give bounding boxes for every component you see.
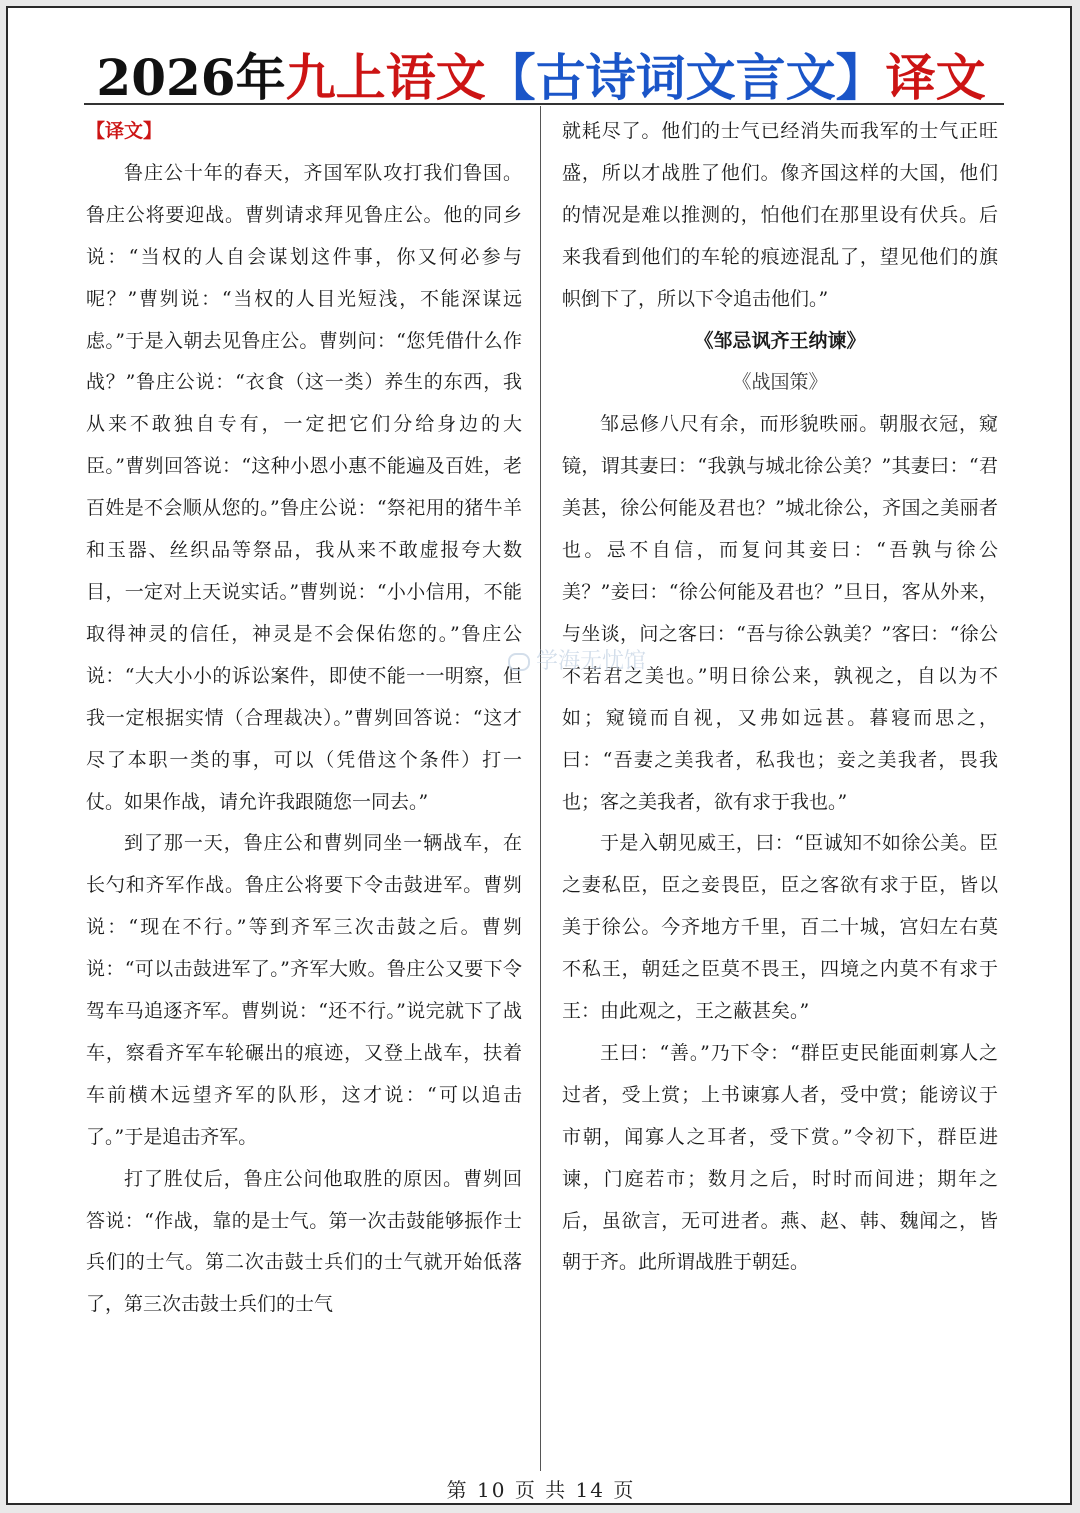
page-footer: 第 10 页 共 14 页 <box>446 1478 636 1502</box>
watermark-text: 学海无忧馆 <box>536 649 647 674</box>
right-paragraph-1: 邹忌修八尺有余，而形貌昳丽。朝服衣冠，窥镜，谓其妻曰：“我孰与城北徐公美？”其妻曰：“君美甚，徐公何能及君也？”城北徐公，齐国之美丽者也。忌不自信，而复问其妾曰：“吾孰与徐公美？”妾曰：“徐公何能及君也？”旦日，客从外来，与坐谈，问之客曰：“吾与徐公孰美？”客曰：“徐公不若君之美也。”明日徐公来，孰视之，自以为不如；窥镜而自视，又弗如远甚。暮寝而思之，曰：“吾妻之美我者，私我也；妾之美我者，畏我也；客之美我者，欲有求于我也。” <box>562 413 998 813</box>
left-paragraph-1: 鲁庄公十年的春天，齐国军队攻打我们鲁国。鲁庄公将要迎战。曹刿请求拜见鲁庄公。他的同乡说：“当权的人自会谋划这件事，你又何必参与呢？”曹刿说：“当权的人目光短浅，不能深谋远虑。”于是入朝去见鲁庄公。曹刿问：“您凭借什么作战？”鲁庄公说：“衣食（这一类）养生的东西，我从来不敢独自专有，一定把它们分给身边的大臣。”曹刿回答说：“这种小恩小惠不能遍及百姓，老百姓是不会顺从您的。”鲁庄公说：“祭祀用的猪牛羊和玉器、丝织品等祭品，我从来不敢虚报夸大数目，一定对上天说实话。”曹刿说：“小小信用，不能取得神灵的信任，神灵是不会保佑您的。”鲁庄公说：“大大小小的诉讼案件，即使不能一一明察，但我一定根据实情（合理裁决）。”曹刿回答说：“这才尽了本职一类的事，可以（凭借这个条件）打一仗。如果作战，请允许我跟随您一同去。” <box>86 161 522 813</box>
left-column <box>86 111 522 1326</box>
right-paragraph-2: 于是入朝见威王，曰：“臣诚知不如徐公美。臣之妻私臣，臣之妾畏臣，臣之客欲有求于臣，皆以美于徐公。今齐地方千里，百二十城，宫妇左右莫不私王，朝廷之臣莫不畏王，四境之内莫不有求于王：由此观之，王之蔽甚矣。” <box>562 832 998 1023</box>
title-topic: 【古诗词文言文】 <box>485 48 886 107</box>
translation-label: 【译文】 <box>86 120 163 142</box>
section-heading: 《邹忌讽齐王纳谏》 <box>694 329 866 352</box>
document-page <box>6 6 1072 1505</box>
watermark-logo-icon <box>508 653 530 671</box>
title-subject: 九上语文 <box>285 48 486 107</box>
page-title <box>8 48 1074 108</box>
section-source: 《战国策》 <box>732 371 828 394</box>
title-underline <box>84 103 1004 105</box>
column-divider <box>540 106 541 1471</box>
right-column <box>562 111 998 1284</box>
right-paragraph-3: 王曰：“善。”乃下令：“群臣吏民能面刺寡人之过者，受上赏；上书谏寡人者，受中赏；能谤议于市朝，闻寡人之耳者，受下赏。”令初下，群臣进谏，门庭若市；数月之后，时时而间进；期年之后，虽欲言，无可进者。燕、赵、韩、魏闻之，皆朝于齐。此所谓战胜于朝廷。 <box>562 1041 998 1274</box>
left-paragraph-2: 到了那一天，鲁庄公和曹刿同坐一辆战车，在长勺和齐军作战。鲁庄公将要下令击鼓进军。曹刿说：“现在不行。”等到齐军三次击鼓之后。曹刿说：“可以击鼓进军了。”齐军大败。鲁庄公又要下令驾车马追逐齐军。曹刿说：“还不行。”说完就下了战车，察看齐军车轮碾出的痕迹，又登上战车，扶着车前横木远望齐军的队形，这才说：“可以追击了。”于是追击齐军。 <box>86 832 522 1148</box>
watermark <box>508 644 646 675</box>
right-continuation: 就耗尽了。他们的士气已经消失而我军的士气正旺盛，所以才战胜了他们。像齐国这样的大国，他们的情况是难以推测的，怕他们在那里设有伏兵。后来我看到他们的车轮的痕迹混乱了，望见他们的旗帜倒下了，所以下令追击他们。” <box>562 120 998 310</box>
title-year: 2026年 <box>96 48 286 107</box>
title-type: 译文 <box>885 48 986 107</box>
left-paragraph-3: 打了胜仗后，鲁庄公问他取胜的原因。曹刿回答说：“作战，靠的是士气。第一次击鼓能够振作士兵们的士气。第二次击鼓士兵们的士气就开始低落了，第三次击鼓士兵们的士气 <box>86 1167 522 1316</box>
